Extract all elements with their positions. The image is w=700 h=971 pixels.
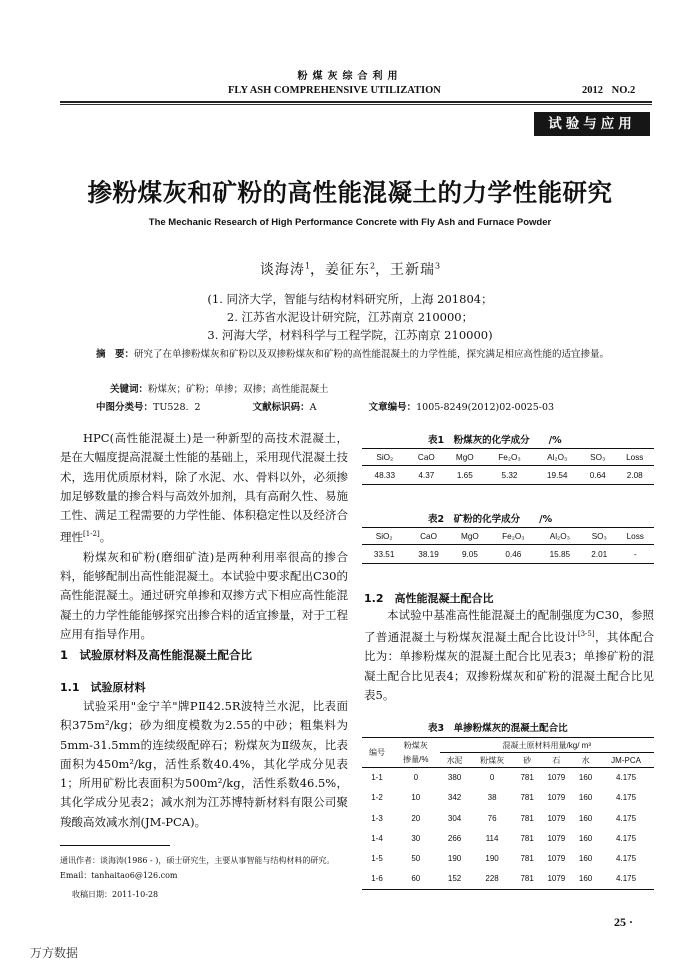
table3-cell: 781 xyxy=(520,813,534,823)
table3-cell: 160 xyxy=(578,854,593,864)
section-tag: 试验与应用 xyxy=(534,112,650,136)
table3-cell: 4.175 xyxy=(616,813,637,823)
table3-cell: 781 xyxy=(520,854,534,864)
table1-cell: 2.08 xyxy=(626,470,643,480)
citation: [3-5] xyxy=(577,630,595,639)
article-number-label: 文章编号： xyxy=(368,402,417,413)
table3-cell: 1079 xyxy=(547,813,566,823)
table3-cell: 1-3 xyxy=(371,813,383,823)
table3-group-header: 混凝土原材料用量/kg/ m³ xyxy=(440,738,654,753)
table2-cell: 0.46 xyxy=(505,549,522,559)
table3-cell: 781 xyxy=(520,773,534,783)
table3-cell: 0 xyxy=(489,773,495,783)
table3-cell: 781 xyxy=(520,834,534,844)
table3-cell: 160 xyxy=(578,834,593,844)
table2-cell: - xyxy=(633,549,637,559)
intro-paragraph-2: 粉煤灰和矿粉(磨细矿渣)是两种利用率很高的掺合料，能够配制出高性能混凝土。本试验中要求配出C30的高性能混凝土。通过研究单掺和双掺方式下相应高性能混凝土的力学性能能够探究出掺合料的适宜掺量，对于工程应用有指导作用。 xyxy=(60,549,348,641)
table3-cell: 304 xyxy=(447,813,462,823)
footnote-received: 收稿日期：2011-10-28 xyxy=(72,890,159,899)
article-title-en: The Mechanic Research of High Performance Concrete with Fly Ash and Furnace Powder xyxy=(148,217,552,228)
table3-cell: 160 xyxy=(578,773,593,783)
author-name: 王新瑞 xyxy=(390,262,436,278)
table2-header: SO₃ xyxy=(582,528,616,545)
table3-subheader: 水 xyxy=(573,753,598,768)
page-number: 25 · xyxy=(614,915,634,929)
table-row xyxy=(362,808,654,828)
doc-code-value: A xyxy=(309,402,317,413)
author-sup: 1 xyxy=(304,261,310,271)
doc-code-label: 文献标识码： xyxy=(252,402,310,413)
table3-cell: 4.175 xyxy=(616,874,637,884)
author-list xyxy=(0,259,700,279)
mix-text: 本试验中基准高性能混凝土的配制强度为C30，参照了普通混凝土与粉煤灰混凝土配合比设计 xyxy=(364,608,654,645)
table3-cell: 342 xyxy=(447,793,462,803)
article-number-value: 1005-8249(2012)02-0025-03 xyxy=(416,402,555,413)
table-row xyxy=(362,828,654,848)
table3-cell: 1079 xyxy=(547,874,566,884)
table3-cell: 781 xyxy=(520,793,534,803)
table3-cell: 160 xyxy=(578,874,593,884)
clc-value: TU528. 2 xyxy=(153,402,201,413)
table3-cell: 60 xyxy=(411,874,421,884)
header-rule-thin xyxy=(60,104,652,105)
table3-subheader: 石 xyxy=(540,753,573,768)
table3-cell: 1-6 xyxy=(371,874,383,884)
section-heading-1: 1 试验原材料及高性能混凝土配合比 xyxy=(60,648,252,662)
table3-body xyxy=(362,768,654,890)
table2-caption: 表2 矿粉的化学成分 /% xyxy=(428,514,553,525)
abstract-text: 研究了在单掺粉煤灰和矿粉以及双掺粉煤灰和矿粉的高性能混凝土的力学性能，探究满足相应高性能的适宜掺量。 xyxy=(134,349,610,360)
table3-cell: 4.175 xyxy=(616,773,637,783)
table3-cell: 20 xyxy=(411,813,421,823)
abstract-label: 摘 要： xyxy=(96,349,135,360)
article-title-cn: 掺粉煤灰和矿粉的高性能混凝土的力学性能研究 xyxy=(87,178,613,207)
table3-cell: 152 xyxy=(447,874,462,884)
author-sup: 2 xyxy=(369,261,376,271)
author-sup: 3 xyxy=(435,261,441,271)
citation: [1-2] xyxy=(83,530,100,539)
table3-subheader: 粉煤灰 xyxy=(470,753,515,768)
table3-cell: 190 xyxy=(485,854,499,864)
table1-cell: 4.37 xyxy=(418,470,435,480)
table3-cell: 4.175 xyxy=(616,854,637,864)
table-row xyxy=(362,788,654,808)
table3-cell: 30 xyxy=(411,834,421,844)
keywords xyxy=(110,381,329,395)
table3-cell: 38 xyxy=(487,793,497,803)
table3-cell: 50 xyxy=(411,854,421,864)
table3-cell: 160 xyxy=(578,793,593,803)
table3-cell: 380 xyxy=(447,773,462,783)
table3-cell: 76 xyxy=(487,813,497,823)
table3-cell: 4.175 xyxy=(616,834,637,844)
table-row xyxy=(362,545,654,564)
table1-cell: 1.65 xyxy=(456,470,473,480)
table-row xyxy=(362,768,654,788)
table3-cell: 1079 xyxy=(547,854,566,864)
table3-cell: 114 xyxy=(485,834,499,844)
table1-header: SiO₂ xyxy=(362,449,408,466)
table3-header-dosage: 粉煤灰 xyxy=(403,740,428,750)
table1-header: Al₂O₃ xyxy=(534,449,580,466)
footnote-author: 通讯作者：谈海涛(1986 - )，硕士研究生，主要从事智能与结构材料的研究。Email：tanhaitao6@126.com xyxy=(60,856,335,880)
table3 xyxy=(362,737,654,890)
materials-paragraph: 试验采用"金宁羊"牌PⅡ42.5R波特兰水泥，比表面积375m²/kg；砂为细度模数为2.55的中砂；粗集料为5mm-31.5mm的连续级配碎石；粉煤灰为Ⅱ级灰，比表面积为450m²/kg，活性系数40.4%，其化学成分见表1；所用矿粉比表面积为500m²/kg，活性系数46.5%，其化学成分见表2；减水剂为江苏博特新材料有限公司聚羧酸高效减水剂(JM-PCA)。 xyxy=(60,699,348,829)
table3-cell: 4.175 xyxy=(616,793,637,803)
table2-cell: 9.05 xyxy=(461,549,478,559)
table3-header-id: 编号 xyxy=(362,738,392,768)
table3-cell: 1-1 xyxy=(371,773,383,783)
table2-header: Fe₂O₃ xyxy=(489,528,538,545)
affiliation-3: 3. 河海大学，材料科学与工程学院，江苏南京 210000) xyxy=(207,328,493,342)
table3-header-dosage-unit: 掺量/% xyxy=(392,753,440,768)
author-separator: ， xyxy=(309,262,325,278)
table3-cell: 160 xyxy=(578,813,593,823)
classification-line xyxy=(96,399,554,413)
table1-cell: 5.32 xyxy=(501,470,518,480)
author-name: 姜征东 xyxy=(324,262,370,278)
abstract xyxy=(96,346,636,363)
table1-cell: 0.64 xyxy=(589,470,606,480)
footnote-rule xyxy=(60,845,170,846)
author-name: 谈海涛 xyxy=(259,262,305,278)
table1-header: CaO xyxy=(408,449,445,466)
section-heading-1-1: 1.1 试验原材料 xyxy=(60,681,146,694)
journal-title-en: FLY ASH COMPREHENSIVE UTILIZATION xyxy=(228,85,441,96)
table3-subheader: 水泥 xyxy=(440,753,470,768)
table3-cell: 1079 xyxy=(547,834,566,844)
table2-header: CaO xyxy=(406,528,450,545)
table3-cell: 228 xyxy=(485,874,499,884)
table-row xyxy=(362,849,654,869)
header-rule-thick xyxy=(60,101,652,103)
table3-cell: 0 xyxy=(413,773,419,783)
table3-subheader: 砂 xyxy=(515,753,540,768)
table-row xyxy=(362,466,654,485)
table1-cell: 19.54 xyxy=(547,470,568,480)
table3-cell: 1-2 xyxy=(371,793,383,803)
table2-cell: 38.19 xyxy=(418,549,439,559)
table3-cell: 10 xyxy=(411,793,421,803)
table2 xyxy=(362,527,654,564)
table3-cell: 1-4 xyxy=(371,834,383,844)
intro-paragraph-1 xyxy=(60,429,348,548)
issue-number: 2012 NO.2 xyxy=(582,85,636,96)
table1 xyxy=(362,448,654,485)
table3-cell: 190 xyxy=(447,854,462,864)
table1-header: MgO xyxy=(445,449,484,466)
keywords-text: 粉煤灰；矿粉；单掺；双掺；高性能混凝土 xyxy=(148,384,329,395)
author-separator: ， xyxy=(375,262,391,278)
table2-cell: 33.51 xyxy=(373,549,395,559)
intro-section xyxy=(60,429,348,644)
table1-header: SO₃ xyxy=(580,449,615,466)
affiliation-1: (1. 同济大学，智能与结构材料研究所，上海 201804； xyxy=(207,292,493,306)
table2-header: Al₂O₃ xyxy=(538,528,582,545)
table3-cell: 1079 xyxy=(547,793,566,803)
table2-header: SiO₂ xyxy=(362,528,406,545)
table3-cell: 781 xyxy=(520,874,534,884)
table1-caption: 表1 粉煤灰的化学成分 /% xyxy=(428,435,562,446)
journal-title-cn: 粉煤灰综合利用 xyxy=(297,71,403,82)
table-row xyxy=(362,869,654,889)
watermark-text: 万方数据 xyxy=(30,946,79,960)
table2-cell: 15.85 xyxy=(549,549,571,559)
section-heading-1-2: 1.2 高性能混凝土配合比 xyxy=(364,592,494,605)
table2-header: MgO xyxy=(451,528,489,545)
clc-label: 中图分类号： xyxy=(96,402,154,413)
table2-cell: 2.01 xyxy=(591,549,608,559)
intro-text-1-end: 。 xyxy=(99,530,112,545)
table3-cell: 1079 xyxy=(547,773,566,783)
table1-header: Loss xyxy=(615,449,654,466)
table1-cell: 48.33 xyxy=(374,470,396,480)
mix-section xyxy=(364,606,654,705)
affiliation-2: 2. 江苏省水泥设计研究院，江苏南京 210000； xyxy=(226,310,474,324)
table2-header: Loss xyxy=(617,528,654,545)
keywords-label: 关键词： xyxy=(110,384,149,395)
table1-header: Fe₂O₃ xyxy=(485,449,535,466)
table3-subheader: JM-PCA xyxy=(598,753,654,768)
table3-cell: 1-5 xyxy=(371,854,383,864)
table3-caption: 表3 单掺粉煤灰的混凝土配合比 xyxy=(428,723,568,734)
table3-cell: 266 xyxy=(447,834,462,844)
mix-paragraph xyxy=(364,606,654,705)
materials-section xyxy=(60,697,348,832)
mix-text-end: ，其体配合比为：单掺粉煤灰的混凝土配合比见表3；单掺矿粉的混凝土配合比见表4；双掺粉煤灰和矿粉的混凝土配合比见表5。 xyxy=(364,630,654,703)
intro-text-1: HPC(高性能混凝土)是一种新型的高技术混凝土，是在大幅度提高混凝土性能的基础上，采用现代混凝土技术，选用优质原材料，除了水泥、水、骨料以外，必须掺加足够数量的掺合料与高效外加剂，具有高耐久性、易施工性、满足工程需要的力学性能、体积稳定性以及经济合理性 xyxy=(60,431,348,545)
